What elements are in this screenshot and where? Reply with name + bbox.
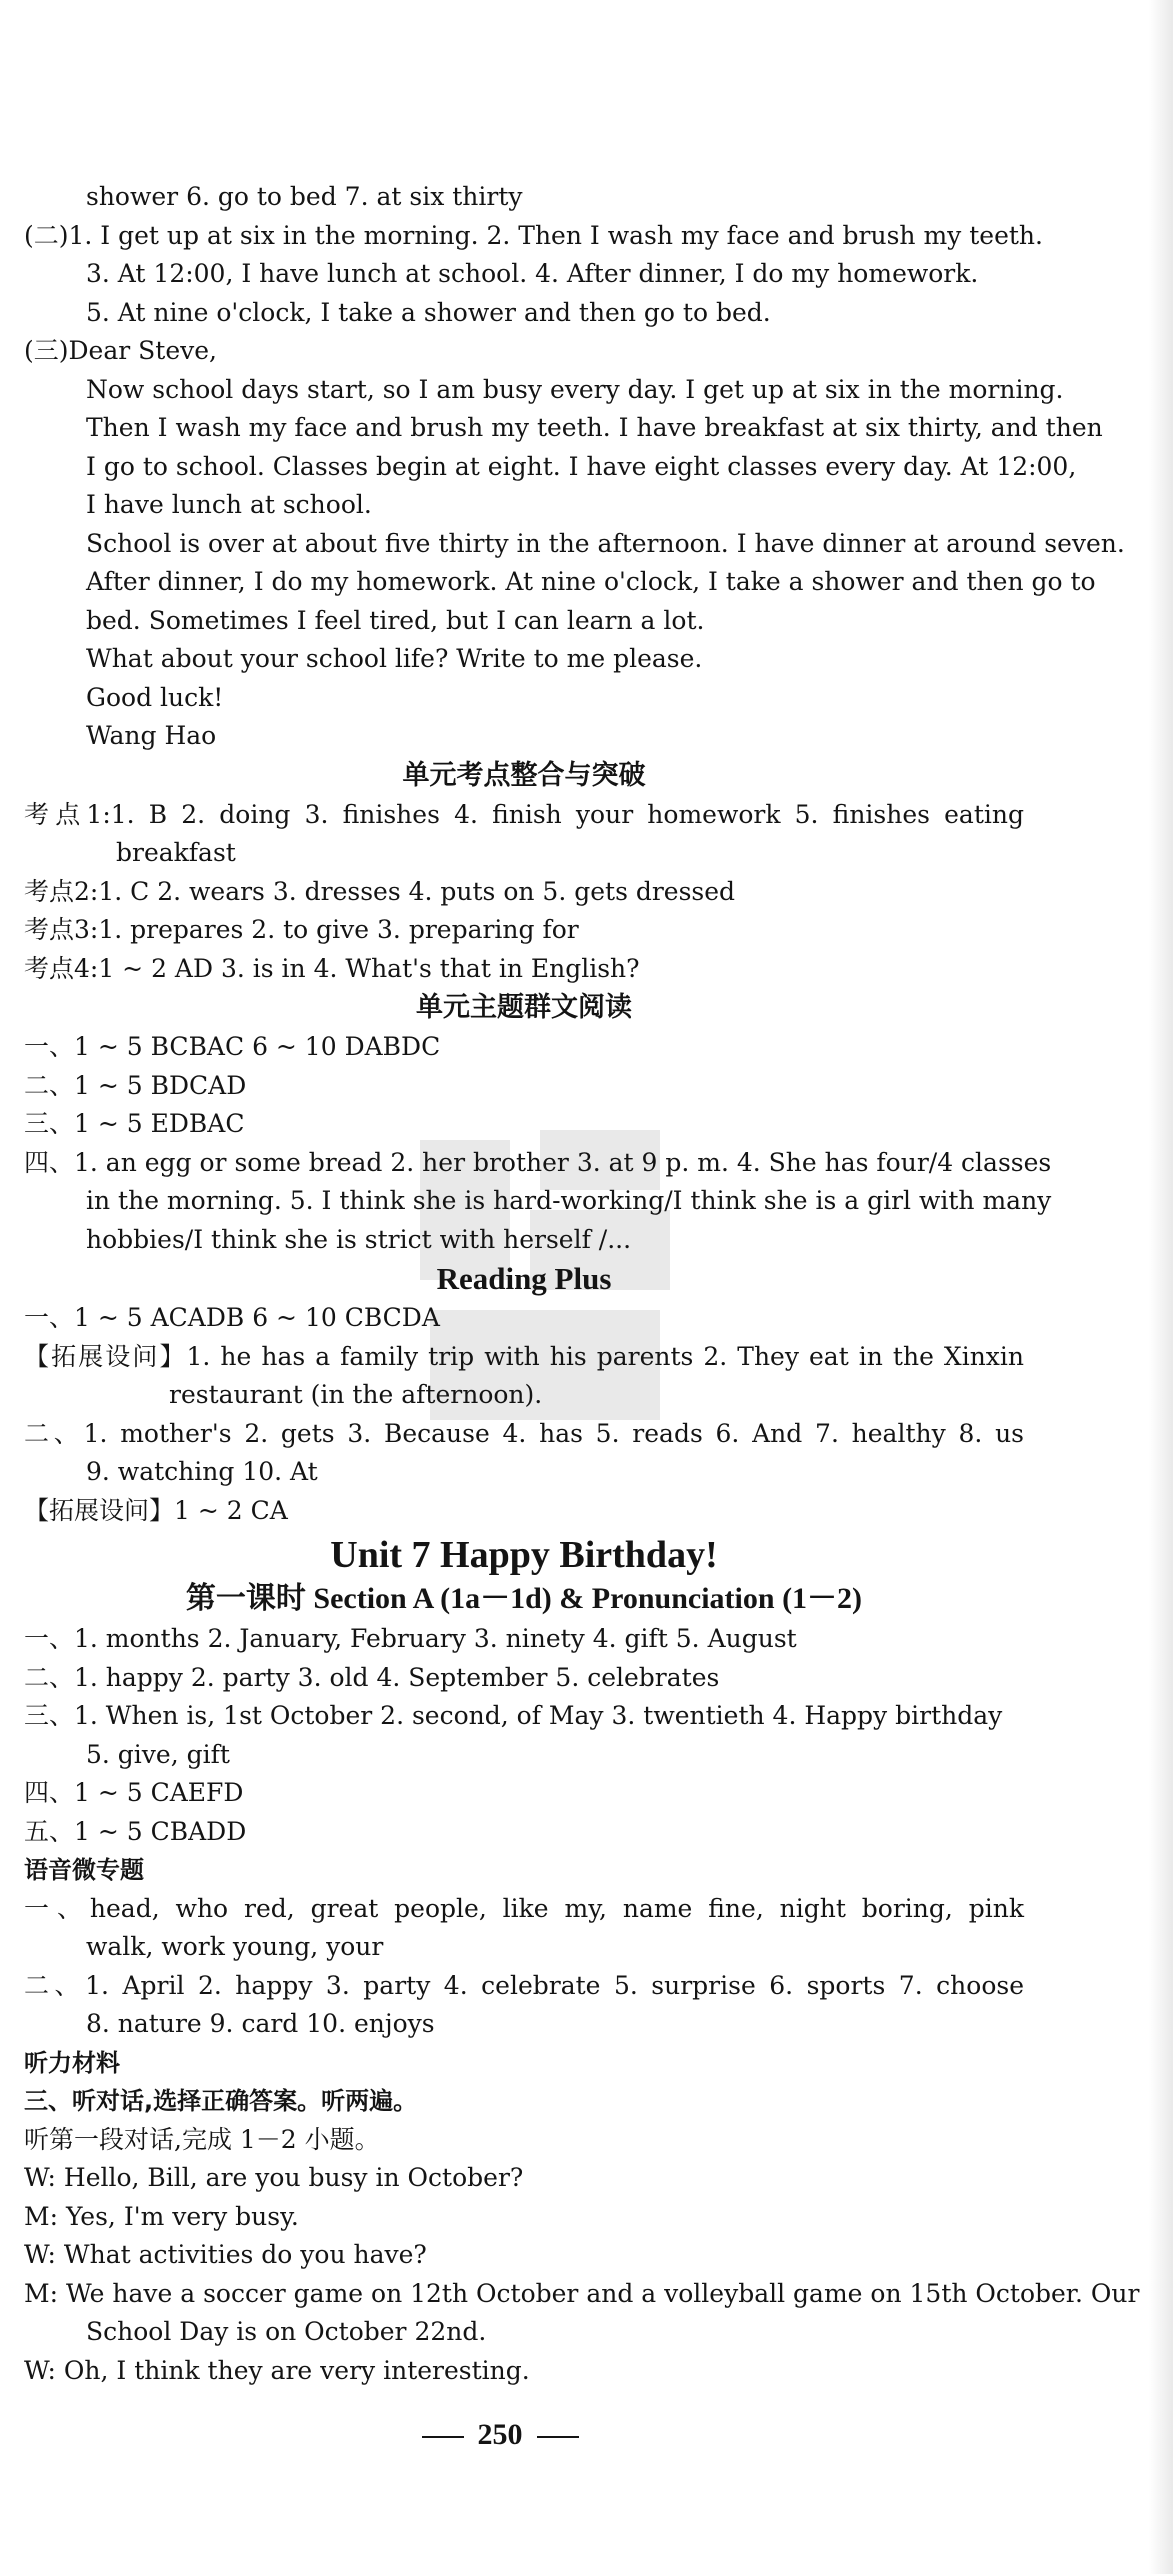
text-line: W: Hello, Bill, are you busy in October? (24, 2163, 524, 2192)
text-line: 考点3:1. prepares 2. to give 3. preparing for (24, 915, 579, 944)
section-heading: 单元主题群文阅读 (416, 992, 632, 1023)
text-line: 考点4:1 ~ 2 AD 3. is in 4. What's that in English? (24, 953, 640, 983)
footer-dash-left (422, 2436, 464, 2438)
text-line: School is over at about five thirty in the afternoon. I have dinner at around seven. (86, 528, 1125, 558)
text-line: What about your school life? Write to me please. (86, 644, 703, 673)
text-line: 【拓展设问】1. he has a family trip with his parents 2. They eat in the Xinxin (24, 1341, 1024, 1371)
text-line: School Day is on October 22nd. (86, 2317, 487, 2346)
unit-title: Unit 7 Happy Birthday! (330, 1534, 718, 1576)
text-line: Good luck! (86, 682, 224, 712)
text-line: shower 6. go to bed 7. at six thirty (86, 182, 523, 211)
text-line: restaurant (in the afternoon). (169, 1380, 543, 1409)
text-line: 一、1 ~ 5 BCBAC 6 ~ 10 DABDC (24, 1032, 441, 1061)
text-line: 三、1. When is, 1st October 2. second, of May 3. twentieth 4. Happy birthday (24, 1701, 1003, 1730)
text-line: 一、1 ~ 5 ACADB 6 ~ 10 CBCDA (24, 1303, 440, 1332)
text-line: W: Oh, I think they are very interesting. (24, 2355, 530, 2385)
text-line: 五、1 ~ 5 CBADD (24, 1816, 247, 1846)
text-line: Then I wash my face and brush my teeth. I have breakfast at six thirty, and then (86, 413, 1103, 442)
text-line: 5. At nine o'clock, I take a shower and then go to bed. (86, 297, 771, 327)
text-line: 二、1. mother's 2. gets 3. Because 4. has 5. reads 6. And 7. healthy 8. us (24, 1418, 1024, 1448)
footer-dash-right (537, 2436, 579, 2438)
subheading: 听力材料 (24, 2048, 120, 2077)
text-line: 9. watching 10. At (86, 1457, 318, 1486)
page-edge-shadow (1149, 0, 1173, 2574)
section-heading: Reading Plus (436, 1261, 612, 1296)
text-line: 三、1 ~ 5 EDBAC (24, 1109, 245, 1138)
text-line: (三)Dear Steve, (24, 336, 217, 365)
text-line: 一、1. months 2. January, February 3. ninety 4. gift 5. August (24, 1624, 797, 1653)
text-line: 二、1 ~ 5 BDCAD (24, 1070, 247, 1100)
text-line: 四、1. an egg or some bread 2. her brother 3. at 9 p. m. 4. She has four/4 classes (24, 1147, 1052, 1177)
text-line: 考点2:1. C 2. wears 3. dresses 4. puts on 5. gets dressed (24, 876, 736, 906)
text-line: M: We have a soccer game on 12th October and a volleyball game on 15th October. Our (24, 2278, 1140, 2308)
text-line: Now school days start, so I am busy every day. I get up at six in the morning. (86, 374, 1064, 404)
text-line: M: Yes, I'm very busy. (24, 2201, 299, 2231)
text-line: 8. nature 9. card 10. enjoys (86, 2009, 435, 2038)
page-footer (0, 2418, 1000, 2452)
page-number: 250 (477, 2418, 523, 2451)
text-line: 3. At 12:00, I have lunch at school. 4. After dinner, I do my homework. (86, 259, 979, 288)
answer-page (24, 178, 1140, 2390)
text-line: W: What activities do you have? (24, 2240, 427, 2269)
text-line: bed. Sometimes I feel tired, but I can learn a lot. (86, 605, 705, 635)
text-line: 听第一段对话,完成 1－2 小题。 (24, 2124, 380, 2154)
text-line: I have lunch at school. (86, 490, 372, 519)
text-line: (二)1. I get up at six in the morning. 2. Then I wash my face and brush my teeth. (24, 220, 1043, 250)
subheading: 语音微专题 (24, 1856, 144, 1884)
text-line: breakfast (116, 838, 236, 867)
text-line: 考点1:1. B 2. doing 3. finishes 4. finish your homework 5. finishes eating (24, 799, 1024, 829)
text-line: in the morning. 5. I think she is hard-working/I think she is a girl with many (86, 1186, 1052, 1215)
text-line: 【拓展设问】1 ~ 2 CA (24, 1495, 288, 1525)
text-line: walk, work young, your (86, 1932, 384, 1961)
text-line: 二、1. happy 2. party 3. old 4. September 5. celebrates (24, 1662, 720, 1692)
lesson-title: 第一课时 Section A (1a－1d) & Pronunciation (1－2) (185, 1582, 863, 1615)
text-line: 四、1 ~ 5 CAEFD (24, 1778, 244, 1807)
subheading: 三、听对话,选择正确答案。听两遍。 (24, 2087, 418, 2115)
text-line: Wang Hao (86, 721, 217, 750)
text-line: After dinner, I do my homework. At nine o'clock, I take a shower and then go to (86, 567, 1096, 596)
section-heading: 单元考点整合与突破 (402, 759, 646, 791)
text-line: 二、1. April 2. happy 3. party 4. celebrate 5. surprise 6. sports 7. choose (24, 1970, 1024, 2000)
text-line: 5. give, gift (86, 1739, 230, 1769)
text-line: hobbies/I think she is strict with herself /... (86, 1224, 632, 1254)
text-line: I go to school. Classes begin at eight. I have eight classes every day. At 12:00, (86, 451, 1077, 481)
text-line: 一、head, who red, great people, like my, name fine, night boring, pink (24, 1893, 1024, 1923)
